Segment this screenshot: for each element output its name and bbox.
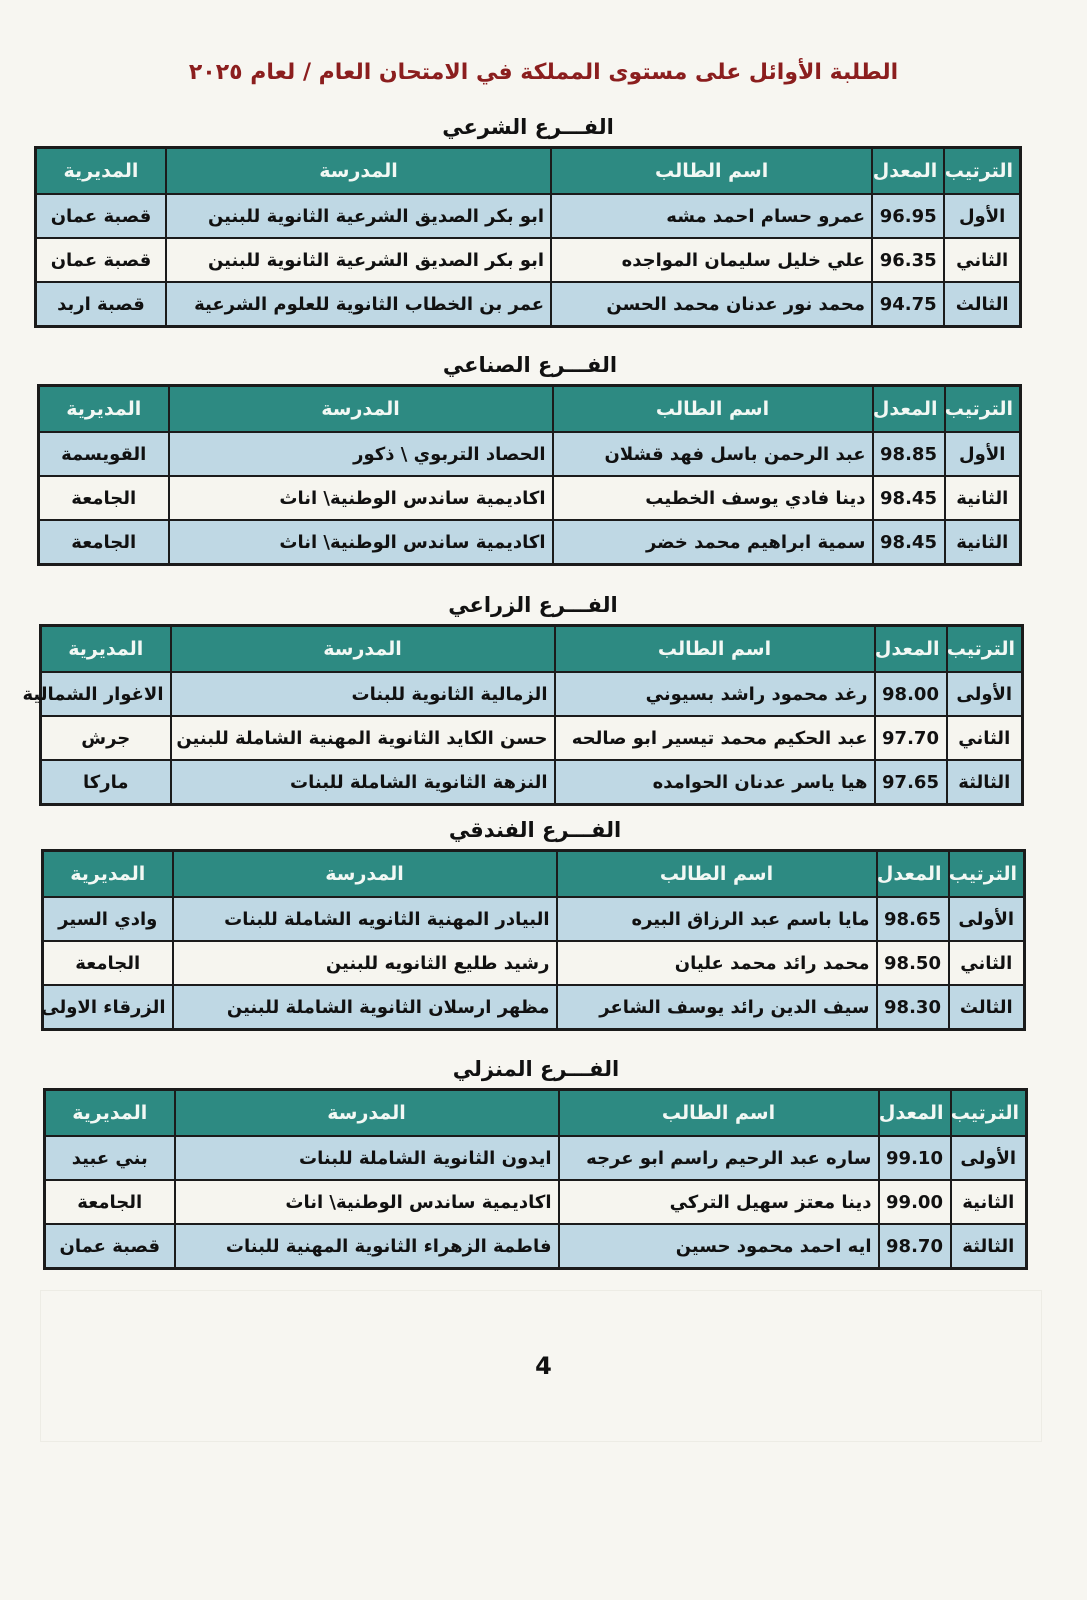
cell-average: 94.75 [872, 282, 944, 327]
cell-school: فاطمة الزهراء الثانوية المهنية للبنات [175, 1224, 559, 1269]
cell-directorate: وادي السير [43, 897, 173, 941]
cell-directorate: القويسمة [39, 432, 169, 476]
cell-rank: الثالث [949, 985, 1025, 1030]
header-rank: الترتيب [951, 1090, 1027, 1137]
cell-average: 99.10 [879, 1136, 951, 1180]
results-table [43, 1088, 1028, 1270]
cell-rank: الأولى [951, 1136, 1027, 1180]
table-row [43, 985, 1025, 1030]
cell-directorate: ماركا [41, 760, 171, 805]
results-table [41, 849, 1026, 1031]
cell-average: 97.70 [875, 716, 947, 760]
cell-directorate: جرش [41, 716, 171, 760]
cell-school: رشيد طليع الثانويه للبنين [173, 941, 557, 985]
cell-directorate: الاغوار الشمالية [41, 672, 171, 716]
cell-average: 96.95 [872, 194, 944, 238]
cell-average: 99.00 [879, 1180, 951, 1224]
header-directorate: المديرية [39, 386, 169, 433]
cell-student-name: هيا ياسر عدنان الحوامده [555, 760, 875, 805]
table-row [45, 1180, 1027, 1224]
cell-directorate: قصبة عمان [45, 1224, 175, 1269]
header-directorate: المديرية [41, 626, 171, 673]
cell-school: مظهر ارسلان الثانوية الشاملة للبنين [173, 985, 557, 1030]
cell-school: ابو بكر الصديق الشرعية الثانوية للبنين [166, 194, 551, 238]
table-row [41, 716, 1023, 760]
table-row [41, 672, 1023, 716]
cell-student-name: رغد محمود راشد بسيوني [555, 672, 875, 716]
cell-student-name: سيف الدين رائد يوسف الشاعر [557, 985, 877, 1030]
header-student-name: اسم الطالب [551, 148, 872, 195]
cell-average: 98.70 [879, 1224, 951, 1269]
cell-student-name: ساره عبد الرحيم راسم ابو عرجه [559, 1136, 879, 1180]
page-number: 4 [535, 1352, 552, 1380]
cell-school: حسن الكايد الثانوية المهنية الشاملة للبنين [171, 716, 555, 760]
results-table [34, 146, 1022, 328]
cell-student-name: عبد الرحمن باسل فهد قشلان [553, 432, 873, 476]
cell-student-name: محمد رائد محمد عليان [557, 941, 877, 985]
cell-average: 98.30 [877, 985, 949, 1030]
section-title: الفـــرع المنزلي [452, 1057, 620, 1081]
cell-student-name: عمرو حسام احمد مشه [551, 194, 872, 238]
cell-rank: الثانية [945, 520, 1021, 565]
cell-directorate: قصبة اربد [36, 282, 166, 327]
header-average: المعدل [879, 1090, 951, 1137]
cell-directorate: بني عبيد [45, 1136, 175, 1180]
cell-directorate: الجامعة [39, 520, 169, 565]
header-student-name: اسم الطالب [555, 626, 875, 673]
cell-rank: الثاني [949, 941, 1025, 985]
cell-school: النزهة الثانوية الشاملة للبنات [171, 760, 555, 805]
table-row [36, 194, 1021, 238]
cell-school: البيادر المهنية الثانويه الشاملة للبنات [173, 897, 557, 941]
cell-school: الحصاد التربوي \ ذكور [169, 432, 553, 476]
cell-rank: الثانية [951, 1180, 1027, 1224]
cell-student-name: علي خليل سليمان المواجده [551, 238, 872, 282]
cell-directorate: الجامعة [45, 1180, 175, 1224]
cell-average: 98.85 [873, 432, 945, 476]
header-average: المعدل [877, 851, 949, 898]
cell-rank: الثانية [945, 476, 1021, 520]
cell-school: عمر بن الخطاب الثانوية للعلوم الشرعية [166, 282, 551, 327]
header-directorate: المديرية [43, 851, 173, 898]
cell-average: 98.50 [877, 941, 949, 985]
section-2 [38, 350, 1022, 566]
cell-average: 98.45 [873, 520, 945, 565]
cell-school: ايدون الثانوية الشاملة للبنات [175, 1136, 559, 1180]
cell-rank: الثاني [944, 238, 1020, 282]
cell-average: 98.65 [877, 897, 949, 941]
section-4 [41, 815, 1026, 1031]
results-table [22, 624, 1024, 806]
section-title: الفـــرع الفندقي [448, 818, 622, 842]
cell-average: 96.35 [872, 238, 944, 282]
table-row [45, 1224, 1027, 1269]
cell-student-name: مايا باسم عبد الرزاق البيره [557, 897, 877, 941]
header-rank: الترتيب [945, 386, 1021, 433]
table-row [39, 520, 1021, 565]
header-rank: الترتيب [944, 148, 1020, 195]
cell-rank: الثالثة [951, 1224, 1027, 1269]
cell-average: 97.65 [875, 760, 947, 805]
header-rank: الترتيب [949, 851, 1025, 898]
section-5 [44, 1054, 1028, 1270]
cell-average: 98.00 [875, 672, 947, 716]
table-row [45, 1136, 1027, 1180]
header-directorate: المديرية [36, 148, 166, 195]
header-average: المعدل [875, 626, 947, 673]
table-row [39, 476, 1021, 520]
table-row [43, 897, 1025, 941]
header-directorate: المديرية [45, 1090, 175, 1137]
header-rank: الترتيب [947, 626, 1023, 673]
cell-school: الزمالية الثانوية للبنات [171, 672, 555, 716]
section-title: الفـــرع الزراعي [448, 593, 618, 617]
section-title: الفـــرع الصناعي [442, 353, 618, 377]
cell-rank: الأول [944, 194, 1020, 238]
cell-rank: الثالث [944, 282, 1020, 327]
cell-school: اكاديمية ساندس الوطنية\ اناث [175, 1180, 559, 1224]
header-school: المدرسة [175, 1090, 559, 1137]
header-average: المعدل [873, 386, 945, 433]
header-average: المعدل [872, 148, 944, 195]
table-row [43, 941, 1025, 985]
table-row [36, 238, 1021, 282]
header-student-name: اسم الطالب [557, 851, 877, 898]
results-table [37, 384, 1022, 566]
section-1 [34, 112, 1022, 328]
cell-directorate: قصبة عمان [36, 194, 166, 238]
cell-student-name: دينا معتز سهيل التركي [559, 1180, 879, 1224]
cell-school: اكاديمية ساندس الوطنية\ اناث [169, 476, 553, 520]
page-title: الطلبة الأوائل على مستوى المملكة في الامتحان العام / لعام ٢٠٢٥ [188, 60, 899, 85]
cell-school: اكاديمية ساندس الوطنية\ اناث [169, 520, 553, 565]
section-title: الفـــرع الشرعي [442, 115, 614, 139]
cell-student-name: ايه احمد محمود حسين [559, 1224, 879, 1269]
header-school: المدرسة [171, 626, 555, 673]
header-school: المدرسة [166, 148, 551, 195]
cell-directorate: قصبة عمان [36, 238, 166, 282]
cell-rank: الأولى [947, 672, 1023, 716]
cell-student-name: محمد نور عدنان محمد الحسن [551, 282, 872, 327]
cell-student-name: سمية ابراهيم محمد خضر [553, 520, 873, 565]
header-student-name: اسم الطالب [559, 1090, 879, 1137]
section-3 [22, 590, 1024, 806]
table-row [39, 432, 1021, 476]
header-student-name: اسم الطالب [553, 386, 873, 433]
cell-directorate: الجامعة [39, 476, 169, 520]
cell-rank: الأول [945, 432, 1021, 476]
cell-school: ابو بكر الصديق الشرعية الثانوية للبنين [166, 238, 551, 282]
cell-student-name: عبد الحكيم محمد تيسير ابو صالحه [555, 716, 875, 760]
cell-average: 98.45 [873, 476, 945, 520]
cell-student-name: دينا فادي يوسف الخطيب [553, 476, 873, 520]
header-school: المدرسة [169, 386, 553, 433]
cell-rank: الأولى [949, 897, 1025, 941]
cell-directorate: الجامعة [43, 941, 173, 985]
cell-rank: الثالثة [947, 760, 1023, 805]
cell-directorate: الزرقاء الاولى [43, 985, 173, 1030]
header-school: المدرسة [173, 851, 557, 898]
cell-rank: الثاني [947, 716, 1023, 760]
table-row [41, 760, 1023, 805]
table-row [36, 282, 1021, 327]
